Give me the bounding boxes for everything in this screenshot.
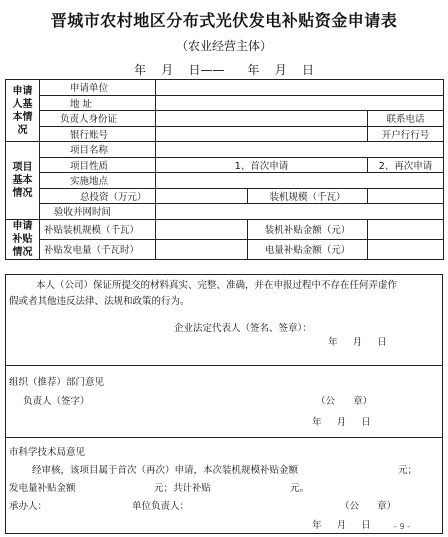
label-subsidy-generation: 补贴发电量（千瓦时） [40, 239, 156, 259]
form-title: 晋城市农村地区分布式光伏发电补贴资金申请表 [50, 11, 398, 30]
declaration-text-2: 假或者其他违反法律、法规和政策的行为。 [9, 296, 190, 307]
field-address[interactable] [156, 95, 444, 111]
bureau-seal: （公 章） [340, 501, 397, 512]
form-subtitle: （农业经营主体） [175, 39, 272, 53]
bureau-opinion-section [5, 437, 443, 534]
declaration-signer: 企业法定代表人（签名、签章）： [174, 323, 312, 334]
field-generation-amount[interactable] [368, 239, 444, 259]
field-project-name[interactable] [156, 142, 444, 158]
dept-seal: （公 章） [316, 396, 373, 407]
label-subsidy-capacity: 补贴装机规模（千瓦） [40, 219, 156, 239]
label-project-name: 项目名称 [40, 142, 156, 158]
field-investment[interactable] [156, 188, 248, 204]
field-capacity[interactable] [368, 188, 444, 204]
label-generation-amount: 电量补贴金额（元） [248, 239, 368, 259]
declaration-text-1: 本人（公司）保证所提交的材料真实、完整、准确，并在申报过程中不存在任何弄虚作 [36, 280, 398, 291]
bureau-date: 年 月 日 [312, 520, 371, 531]
dept-responsible-person: 负责人（签字） [23, 396, 90, 407]
bureau-unit-head: 单位负责人： [132, 501, 190, 512]
label-investment: 总投资（万元） [40, 188, 156, 204]
bureau-line-1: 经审核，该项目属于首次（再次）申请，本次装机规模补贴金额 [32, 465, 299, 476]
dept-opinion-title: 组织（推荐）部门意见 [9, 377, 105, 388]
label-phone: 联系电话 [368, 111, 444, 127]
label-location: 实施地点 [40, 173, 156, 189]
bureau-handler: 承办人： [9, 501, 48, 512]
dept-opinion-section [5, 365, 443, 438]
section-label-subsidy: 申请补贴情况 [6, 219, 40, 259]
field-unit-name[interactable] [156, 80, 444, 96]
bureau-line-2: 发电量补贴金额 [9, 483, 76, 494]
bureau-line-2-end: 元。 [290, 483, 310, 494]
bureau-opinion-title: 市科学技术局意见 [9, 447, 86, 458]
bureau-line-1-end: 元； [398, 465, 418, 476]
field-bank-account[interactable] [156, 126, 368, 142]
label-capacity: 装机规模（千瓦） [248, 188, 368, 204]
label-unit-name: 申请单位 [40, 80, 156, 96]
bureau-line-2-mid: 元；共计补贴 [154, 483, 212, 494]
label-capacity-amount: 装机补贴金额（元） [248, 219, 368, 239]
label-grid-time: 验收并网时间 [40, 204, 156, 220]
section-label-project: 项目基本情况 [6, 142, 40, 220]
label-bank-account: 银行账号 [40, 126, 156, 142]
field-subsidy-generation[interactable] [156, 239, 248, 259]
page-number: - 9 - [394, 522, 410, 531]
label-project-nature: 项目性质 [40, 157, 156, 173]
label-legal-id: 负责人身份证 [40, 111, 156, 127]
label-bank: 开户行行号 [368, 126, 444, 142]
field-capacity-amount[interactable] [368, 219, 444, 239]
label-address: 地 址 [40, 95, 156, 111]
date-range: 年 月 日—— 年 月 日 [134, 63, 314, 77]
declaration-date: 年 月 日 [328, 337, 387, 348]
option-first-application[interactable]: 1、首次申请 [156, 157, 368, 173]
dept-date: 年 月 日 [312, 417, 371, 428]
section-label-applicant: 申请人基本情况 [6, 80, 40, 142]
field-location[interactable] [156, 173, 444, 189]
field-subsidy-capacity[interactable] [156, 219, 248, 239]
application-form-table [5, 79, 444, 260]
option-repeat-application[interactable]: 2、再次申请 [368, 157, 444, 173]
field-grid-time[interactable] [156, 204, 444, 220]
field-legal-id[interactable] [156, 111, 368, 127]
declaration-section [5, 274, 443, 366]
